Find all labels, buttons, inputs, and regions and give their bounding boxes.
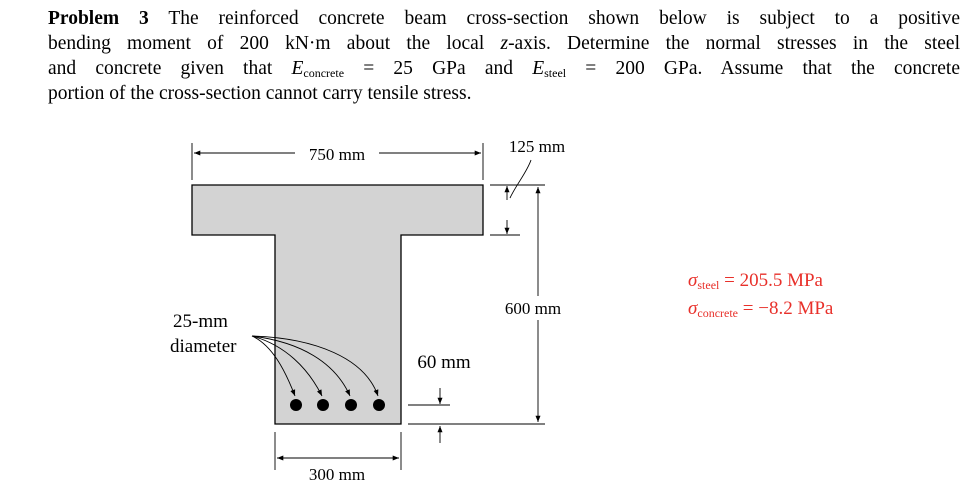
- rebar: [290, 399, 302, 411]
- rebar: [317, 399, 329, 411]
- bar-diameter-label-line1: 25-mm: [173, 311, 228, 332]
- dim-label-flange-thickness: 125 mm: [508, 137, 566, 156]
- problem-text-3a: and concrete given that: [48, 58, 292, 79]
- answer-steel-stress: [688, 270, 823, 292]
- leader-125: [510, 160, 531, 198]
- problem-text-2b: -axis. Determine the normal stresses in the steel: [508, 33, 960, 54]
- problem-text-1: The reinforced concrete beam cross-section shown below is subject to a positive: [168, 8, 960, 29]
- modulus-symbol-concrete: E: [291, 58, 304, 79]
- sigma-symbol-concrete: σ: [688, 298, 698, 319]
- modulus-sub-concrete: concrete: [303, 66, 345, 80]
- modulus-sub-steel: steel: [544, 66, 567, 80]
- bar-diameter-label-line2: diameter: [170, 336, 237, 357]
- problem-line-4: portion of the cross-section cannot carry tensile stress.: [48, 83, 472, 104]
- steel-stress-value: = 205.5 MPa: [719, 270, 823, 291]
- answer-concrete-stress: [688, 298, 833, 320]
- dim-label-web-width: 300 mm: [308, 465, 366, 484]
- problem-text-3b: Assume that the concrete: [720, 58, 960, 79]
- modulus-concrete-value: = 25 GPa and: [344, 58, 533, 79]
- modulus-steel-value: = 200 GPa.: [566, 58, 703, 79]
- rebar: [345, 399, 357, 411]
- problem-text-2a: bending moment of 200 kN·m about the local: [48, 33, 501, 54]
- sigma-symbol-steel: σ: [688, 270, 698, 291]
- concrete-stress-value: = −8.2 MPa: [738, 298, 834, 319]
- modulus-symbol-steel: E: [532, 58, 545, 79]
- rebar: [373, 399, 385, 411]
- axis-variable: z: [500, 33, 509, 54]
- dim-label-total-depth: 600 mm: [504, 299, 562, 318]
- sigma-sub-steel: steel: [697, 278, 720, 292]
- t-beam-section: [192, 185, 483, 424]
- dim-label-flange-width: 750 mm: [308, 145, 366, 164]
- sigma-sub-concrete: concrete: [697, 306, 739, 320]
- problem-label: Problem 3: [48, 8, 149, 29]
- dim-label-bar-cover: 60 mm: [417, 352, 471, 373]
